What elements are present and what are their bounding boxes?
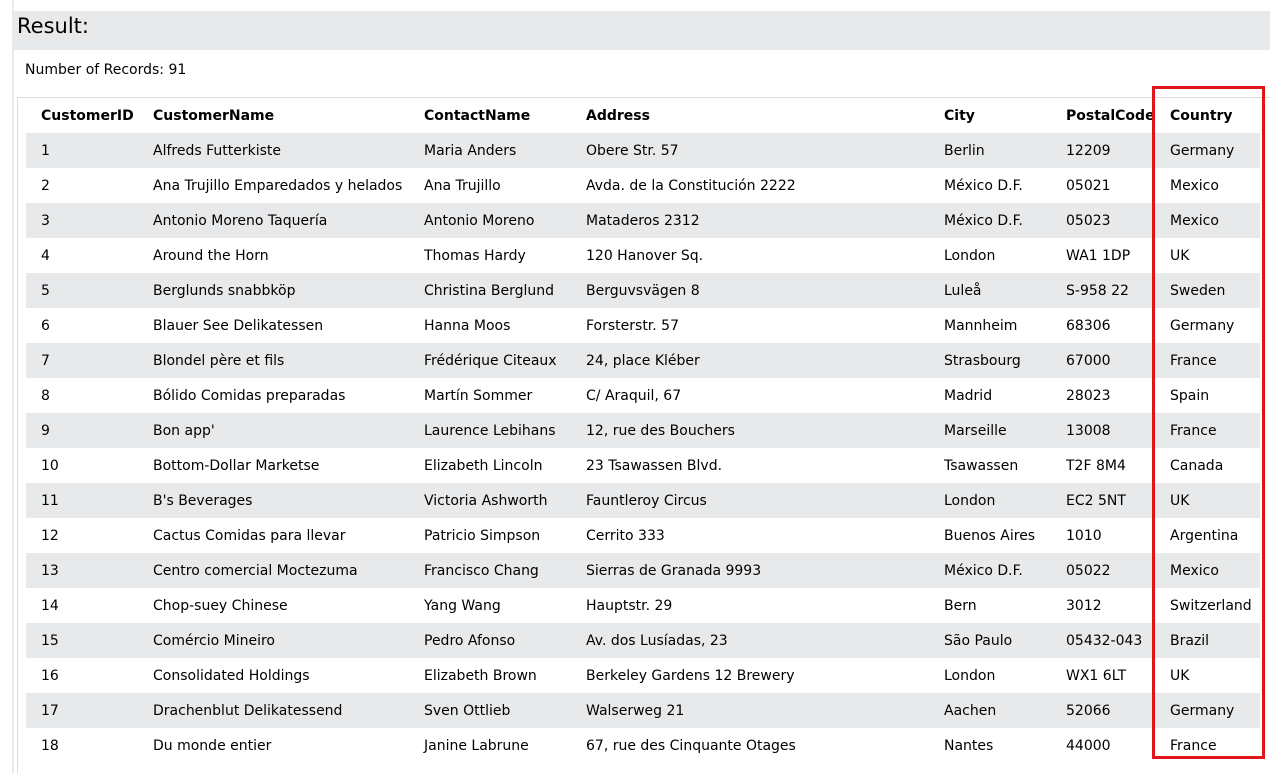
cell-customer-name: Berglunds snabbköp bbox=[138, 273, 409, 308]
cell-city: Berlin bbox=[929, 133, 1051, 168]
cell-city: London bbox=[929, 483, 1051, 518]
cell-postal-code: WA1 1DP bbox=[1051, 238, 1155, 273]
table-row bbox=[26, 588, 1260, 623]
cell-customer-name: Consolidated Holdings bbox=[138, 658, 409, 693]
cell-postal-code: 3012 bbox=[1051, 588, 1155, 623]
cell-address: Berguvsvägen 8 bbox=[571, 273, 929, 308]
cell-city: Aachen bbox=[929, 693, 1051, 728]
cell-city: Luleå bbox=[929, 273, 1051, 308]
cell-customer-id: 2 bbox=[26, 168, 138, 203]
cell-postal-code: T2F 8M4 bbox=[1051, 448, 1155, 483]
cell-address: Cerrito 333 bbox=[571, 518, 929, 553]
cell-contact-name: Christina Berglund bbox=[409, 273, 571, 308]
cell-city: Tsawassen bbox=[929, 448, 1051, 483]
cell-customer-id: 7 bbox=[26, 343, 138, 378]
column-header-postalcode: PostalCode bbox=[1051, 98, 1155, 133]
cell-customer-id: 4 bbox=[26, 238, 138, 273]
cell-contact-name: Martín Sommer bbox=[409, 378, 571, 413]
table-row bbox=[26, 133, 1260, 168]
cell-country: Spain bbox=[1155, 378, 1260, 413]
cell-customer-name: Cactus Comidas para llevar bbox=[138, 518, 409, 553]
cell-customer-name: Chop-suey Chinese bbox=[138, 588, 409, 623]
cell-country: Switzerland bbox=[1155, 588, 1260, 623]
table-row bbox=[26, 518, 1260, 553]
cell-address: 23 Tsawassen Blvd. bbox=[571, 448, 929, 483]
table-row bbox=[26, 658, 1260, 693]
result-table bbox=[26, 98, 1260, 763]
cell-address: Hauptstr. 29 bbox=[571, 588, 929, 623]
cell-contact-name: Sven Ottlieb bbox=[409, 693, 571, 728]
column-header-address: Address bbox=[571, 98, 929, 133]
table-row bbox=[26, 693, 1260, 728]
cell-contact-name: Elizabeth Brown bbox=[409, 658, 571, 693]
cell-customer-id: 10 bbox=[26, 448, 138, 483]
result-table-container[interactable] bbox=[17, 97, 1270, 773]
cell-postal-code: 05432-043 bbox=[1051, 623, 1155, 658]
table-row bbox=[26, 623, 1260, 658]
cell-country: Sweden bbox=[1155, 273, 1260, 308]
cell-customer-name: Centro comercial Moctezuma bbox=[138, 553, 409, 588]
cell-country: France bbox=[1155, 343, 1260, 378]
record-count: Number of Records: 91 bbox=[25, 62, 187, 78]
cell-country: Argentina bbox=[1155, 518, 1260, 553]
cell-country: Mexico bbox=[1155, 203, 1260, 238]
cell-postal-code: 1010 bbox=[1051, 518, 1155, 553]
cell-customer-name: Antonio Moreno Taquería bbox=[138, 203, 409, 238]
cell-city: Bern bbox=[929, 588, 1051, 623]
cell-postal-code: 67000 bbox=[1051, 343, 1155, 378]
cell-country: UK bbox=[1155, 483, 1260, 518]
cell-city: México D.F. bbox=[929, 553, 1051, 588]
cell-contact-name: Frédérique Citeaux bbox=[409, 343, 571, 378]
cell-country: Germany bbox=[1155, 693, 1260, 728]
cell-country: France bbox=[1155, 728, 1260, 763]
cell-city: Strasbourg bbox=[929, 343, 1051, 378]
table-row bbox=[26, 728, 1260, 763]
cell-city: Madrid bbox=[929, 378, 1051, 413]
cell-contact-name: Pedro Afonso bbox=[409, 623, 571, 658]
cell-address: Mataderos 2312 bbox=[571, 203, 929, 238]
cell-postal-code: 44000 bbox=[1051, 728, 1155, 763]
cell-address: Av. dos Lusíadas, 23 bbox=[571, 623, 929, 658]
cell-country: Canada bbox=[1155, 448, 1260, 483]
cell-contact-name: Antonio Moreno bbox=[409, 203, 571, 238]
cell-country: Germany bbox=[1155, 308, 1260, 343]
cell-customer-name: Comércio Mineiro bbox=[138, 623, 409, 658]
cell-contact-name: Hanna Moos bbox=[409, 308, 571, 343]
cell-customer-name: Ana Trujillo Emparedados y helados bbox=[138, 168, 409, 203]
cell-address: Avda. de la Constitución 2222 bbox=[571, 168, 929, 203]
table-row bbox=[26, 273, 1260, 308]
cell-postal-code: 05021 bbox=[1051, 168, 1155, 203]
cell-customer-id: 13 bbox=[26, 553, 138, 588]
cell-customer-name: Blondel père et fils bbox=[138, 343, 409, 378]
cell-postal-code: 13008 bbox=[1051, 413, 1155, 448]
cell-city: London bbox=[929, 658, 1051, 693]
cell-country: France bbox=[1155, 413, 1260, 448]
cell-address: Obere Str. 57 bbox=[571, 133, 929, 168]
cell-contact-name: Francisco Chang bbox=[409, 553, 571, 588]
result-header bbox=[14, 11, 1270, 50]
cell-postal-code: 52066 bbox=[1051, 693, 1155, 728]
column-header-country: Country bbox=[1155, 98, 1260, 133]
cell-contact-name: Victoria Ashworth bbox=[409, 483, 571, 518]
cell-customer-name: Bon app' bbox=[138, 413, 409, 448]
cell-city: Marseille bbox=[929, 413, 1051, 448]
cell-customer-name: Around the Horn bbox=[138, 238, 409, 273]
cell-postal-code: WX1 6LT bbox=[1051, 658, 1155, 693]
cell-city: México D.F. bbox=[929, 203, 1051, 238]
cell-address: 12, rue des Bouchers bbox=[571, 413, 929, 448]
cell-customer-id: 16 bbox=[26, 658, 138, 693]
cell-customer-id: 15 bbox=[26, 623, 138, 658]
cell-contact-name: Ana Trujillo bbox=[409, 168, 571, 203]
cell-customer-name: Blauer See Delikatessen bbox=[138, 308, 409, 343]
cell-customer-name: Drachenblut Delikatessend bbox=[138, 693, 409, 728]
cell-customer-id: 6 bbox=[26, 308, 138, 343]
table-row bbox=[26, 308, 1260, 343]
cell-postal-code: 05023 bbox=[1051, 203, 1155, 238]
cell-country: Mexico bbox=[1155, 168, 1260, 203]
cell-address: Walserweg 21 bbox=[571, 693, 929, 728]
cell-contact-name: Patricio Simpson bbox=[409, 518, 571, 553]
cell-city: São Paulo bbox=[929, 623, 1051, 658]
table-row bbox=[26, 553, 1260, 588]
cell-customer-id: 8 bbox=[26, 378, 138, 413]
cell-customer-id: 17 bbox=[26, 693, 138, 728]
table-row bbox=[26, 413, 1260, 448]
cell-contact-name: Yang Wang bbox=[409, 588, 571, 623]
cell-customer-id: 9 bbox=[26, 413, 138, 448]
cell-customer-name: B's Beverages bbox=[138, 483, 409, 518]
cell-city: México D.F. bbox=[929, 168, 1051, 203]
cell-customer-id: 18 bbox=[26, 728, 138, 763]
cell-city: Buenos Aires bbox=[929, 518, 1051, 553]
cell-contact-name: Thomas Hardy bbox=[409, 238, 571, 273]
cell-address: 67, rue des Cinquante Otages bbox=[571, 728, 929, 763]
cell-customer-id: 12 bbox=[26, 518, 138, 553]
column-header-contactname: ContactName bbox=[409, 98, 571, 133]
cell-customer-id: 3 bbox=[26, 203, 138, 238]
column-header-customername: CustomerName bbox=[138, 98, 409, 133]
cell-address: Sierras de Granada 9993 bbox=[571, 553, 929, 588]
cell-country: UK bbox=[1155, 238, 1260, 273]
cell-address: C/ Araquil, 67 bbox=[571, 378, 929, 413]
cell-address: Fauntleroy Circus bbox=[571, 483, 929, 518]
cell-customer-id: 14 bbox=[26, 588, 138, 623]
table-row bbox=[26, 378, 1260, 413]
result-title: Result: bbox=[17, 14, 89, 38]
cell-country: Germany bbox=[1155, 133, 1260, 168]
cell-customer-name: Alfreds Futterkiste bbox=[138, 133, 409, 168]
cell-postal-code: 68306 bbox=[1051, 308, 1155, 343]
table-row bbox=[26, 483, 1260, 518]
table-header-row bbox=[26, 98, 1260, 133]
cell-customer-name: Bólido Comidas preparadas bbox=[138, 378, 409, 413]
cell-address: Forsterstr. 57 bbox=[571, 308, 929, 343]
table-row bbox=[26, 203, 1260, 238]
cell-customer-name: Du monde entier bbox=[138, 728, 409, 763]
cell-postal-code: S-958 22 bbox=[1051, 273, 1155, 308]
cell-postal-code: 28023 bbox=[1051, 378, 1155, 413]
table-body bbox=[26, 133, 1260, 763]
table-row bbox=[26, 238, 1260, 273]
cell-customer-id: 5 bbox=[26, 273, 138, 308]
cell-customer-id: 11 bbox=[26, 483, 138, 518]
cell-postal-code: 12209 bbox=[1051, 133, 1155, 168]
cell-country: Mexico bbox=[1155, 553, 1260, 588]
cell-customer-name: Bottom-Dollar Marketse bbox=[138, 448, 409, 483]
column-header-city: City bbox=[929, 98, 1051, 133]
cell-city: Nantes bbox=[929, 728, 1051, 763]
cell-customer-id: 1 bbox=[26, 133, 138, 168]
cell-address: 120 Hanover Sq. bbox=[571, 238, 929, 273]
cell-country: UK bbox=[1155, 658, 1260, 693]
cell-contact-name: Laurence Lebihans bbox=[409, 413, 571, 448]
cell-city: Mannheim bbox=[929, 308, 1051, 343]
column-header-customerid: CustomerID bbox=[26, 98, 138, 133]
table-row bbox=[26, 168, 1260, 203]
cell-contact-name: Maria Anders bbox=[409, 133, 571, 168]
cell-postal-code: 05022 bbox=[1051, 553, 1155, 588]
cell-address: Berkeley Gardens 12 Brewery bbox=[571, 658, 929, 693]
table-row bbox=[26, 448, 1260, 483]
cell-contact-name: Janine Labrune bbox=[409, 728, 571, 763]
cell-postal-code: EC2 5NT bbox=[1051, 483, 1155, 518]
table-row bbox=[26, 343, 1260, 378]
cell-city: London bbox=[929, 238, 1051, 273]
cell-country: Brazil bbox=[1155, 623, 1260, 658]
cell-address: 24, place Kléber bbox=[571, 343, 929, 378]
cell-contact-name: Elizabeth Lincoln bbox=[409, 448, 571, 483]
